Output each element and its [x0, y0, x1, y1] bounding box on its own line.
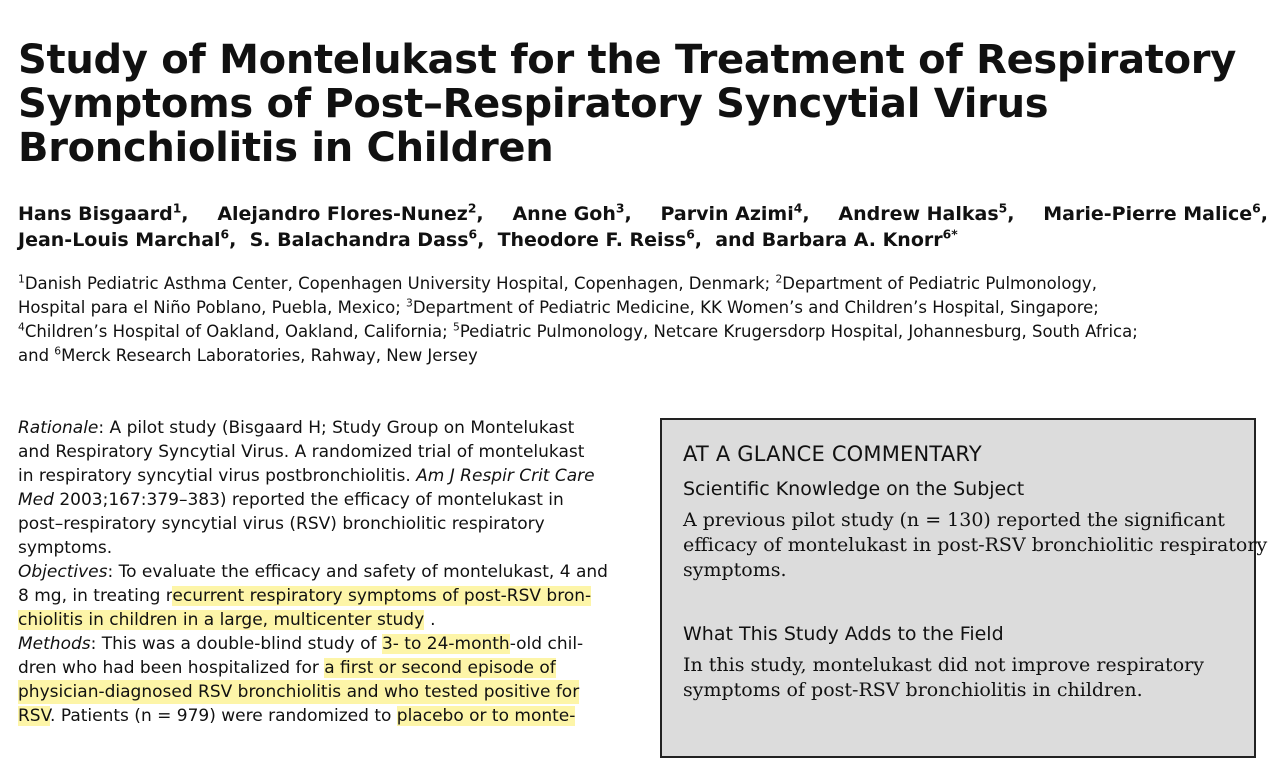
author: and Barbara A. Knorr$^{6*}$	[715, 227, 958, 251]
abstract-line: post–respiratory syncytial virus (RSV) bronchiolitic respiratory	[18, 514, 545, 534]
affiliation-line: $^1$Danish Pediatric Asthma Center, Copenhagen University Hospital, Copenhagen, Denmark; $^2$Department of Pediatric Pulmonology,	[18, 272, 1097, 293]
abstract-line	[18, 680, 618, 704]
abstract-line: and Respiratory Syncytial Virus. A randomized trial of montelukast	[18, 442, 585, 462]
methods-label: Methods	[18, 634, 91, 654]
highlight: physician-diagnosed RSV bronchiolitis and who tested positive for	[18, 682, 580, 702]
highlight: RSV	[18, 706, 51, 726]
rationale-label: Rationale	[18, 418, 99, 438]
abstract-line: Med 2003;167:379–383) reported the efficacy of montelukast in	[18, 490, 564, 510]
abstract-line: Objectives: To evaluate the efficacy and safety of montelukast, 4 and	[18, 562, 608, 582]
objectives-label: Objectives	[18, 562, 108, 582]
author: Hans Bisgaard$^1$,	[18, 201, 189, 225]
abstract	[18, 416, 618, 728]
glance-section-body	[683, 653, 1233, 703]
abstract-line: Rationale: A pilot study (Bisgaard H; Study Group on Montelukast	[18, 418, 575, 438]
author-list	[18, 201, 1268, 253]
affiliation-line: Hospital para el Niño Poblano, Puebla, Mexico; $^3$Department of Pediatric Medicine, KK Women’s and Children’s Hospital, Singapore;	[18, 296, 1099, 317]
glance-section-title: Scientific Knowledge on the Subject	[683, 478, 1025, 500]
glance-section-title: What This Study Adds to the Field	[683, 623, 1004, 645]
title-line: Symptoms of Post–Respiratory Syncytial Virus	[18, 81, 1049, 127]
highlight: ecurrent respiratory symptoms of post-RSV bron-	[172, 586, 592, 606]
glance-line: A previous pilot study (n = 130) reported the significant	[683, 509, 1225, 531]
title-line: Study of Montelukast for the Treatment of Respiratory	[18, 37, 1236, 83]
title-line: Bronchiolitis in Children	[18, 125, 554, 171]
author-line-1	[18, 201, 1268, 227]
abstract-line: Methods: This was a double-blind study of 3- to 24-month-old chil-	[18, 634, 584, 654]
affiliation-line: $^4$Children’s Hospital of Oakland, Oakland, California; $^5$Pediatric Pulmonology, Netcare Krugersdorp Hospital, Johannesburg, South Africa;	[18, 320, 1138, 341]
affiliation-line: and $^6$Merck Research Laboratories, Rahway, New Jersey	[18, 344, 478, 365]
abstract-line: chiolitis in children in a large, multicenter study .	[18, 610, 436, 630]
abstract-line: RSV. Patients (n = 979) were randomized to placebo or to monte-	[18, 706, 576, 726]
author-line-2	[18, 227, 1268, 253]
author: Parvin Azimi$^4$,	[660, 201, 810, 225]
author: Jean-Louis Marchal$^6$,	[18, 227, 237, 251]
author: S. Balachandra Dass$^6$,	[249, 227, 485, 251]
highlight: a first or second episode of	[324, 658, 556, 678]
affiliations	[18, 272, 1268, 368]
glance-line: symptoms.	[683, 559, 787, 581]
glance-section-body	[683, 508, 1268, 583]
glance-line: efficacy of montelukast in post-RSV bronchiolitic respiratory	[683, 534, 1268, 556]
glance-line: symptoms of post-RSV bronchiolitis in children.	[683, 679, 1143, 701]
abstract-line: symptoms.	[18, 538, 113, 558]
highlight: 3- to 24-month	[381, 634, 510, 654]
glance-line: In this study, montelukast did not improve respiratory	[683, 654, 1204, 676]
author: Andrew Halkas$^5$,	[838, 201, 1015, 225]
abstract-line: in respiratory syncytial virus postbronchiolitis. Am J Respir Crit Care	[18, 466, 595, 486]
abstract-line: 8 mg, in treating recurrent respiratory symptoms of post-RSV bron-	[18, 586, 592, 606]
author: Alejandro Flores-Nunez$^2$,	[217, 201, 484, 225]
author: Anne Goh$^3$,	[512, 201, 632, 225]
at-a-glance-box	[660, 418, 1268, 758]
abstract-line: dren who had been hospitalized for a first or second episode of	[18, 658, 556, 678]
author: Theodore F. Reiss$^6$,	[497, 227, 702, 251]
article-title	[18, 38, 1268, 170]
glance-heading: AT A GLANCE COMMENTARY	[683, 442, 982, 466]
highlight: chiolitis in children in a large, multicenter study	[18, 610, 425, 630]
author: Marie-Pierre Malice$^6$,	[1043, 201, 1268, 225]
highlight: placebo or to monte-	[396, 706, 576, 726]
